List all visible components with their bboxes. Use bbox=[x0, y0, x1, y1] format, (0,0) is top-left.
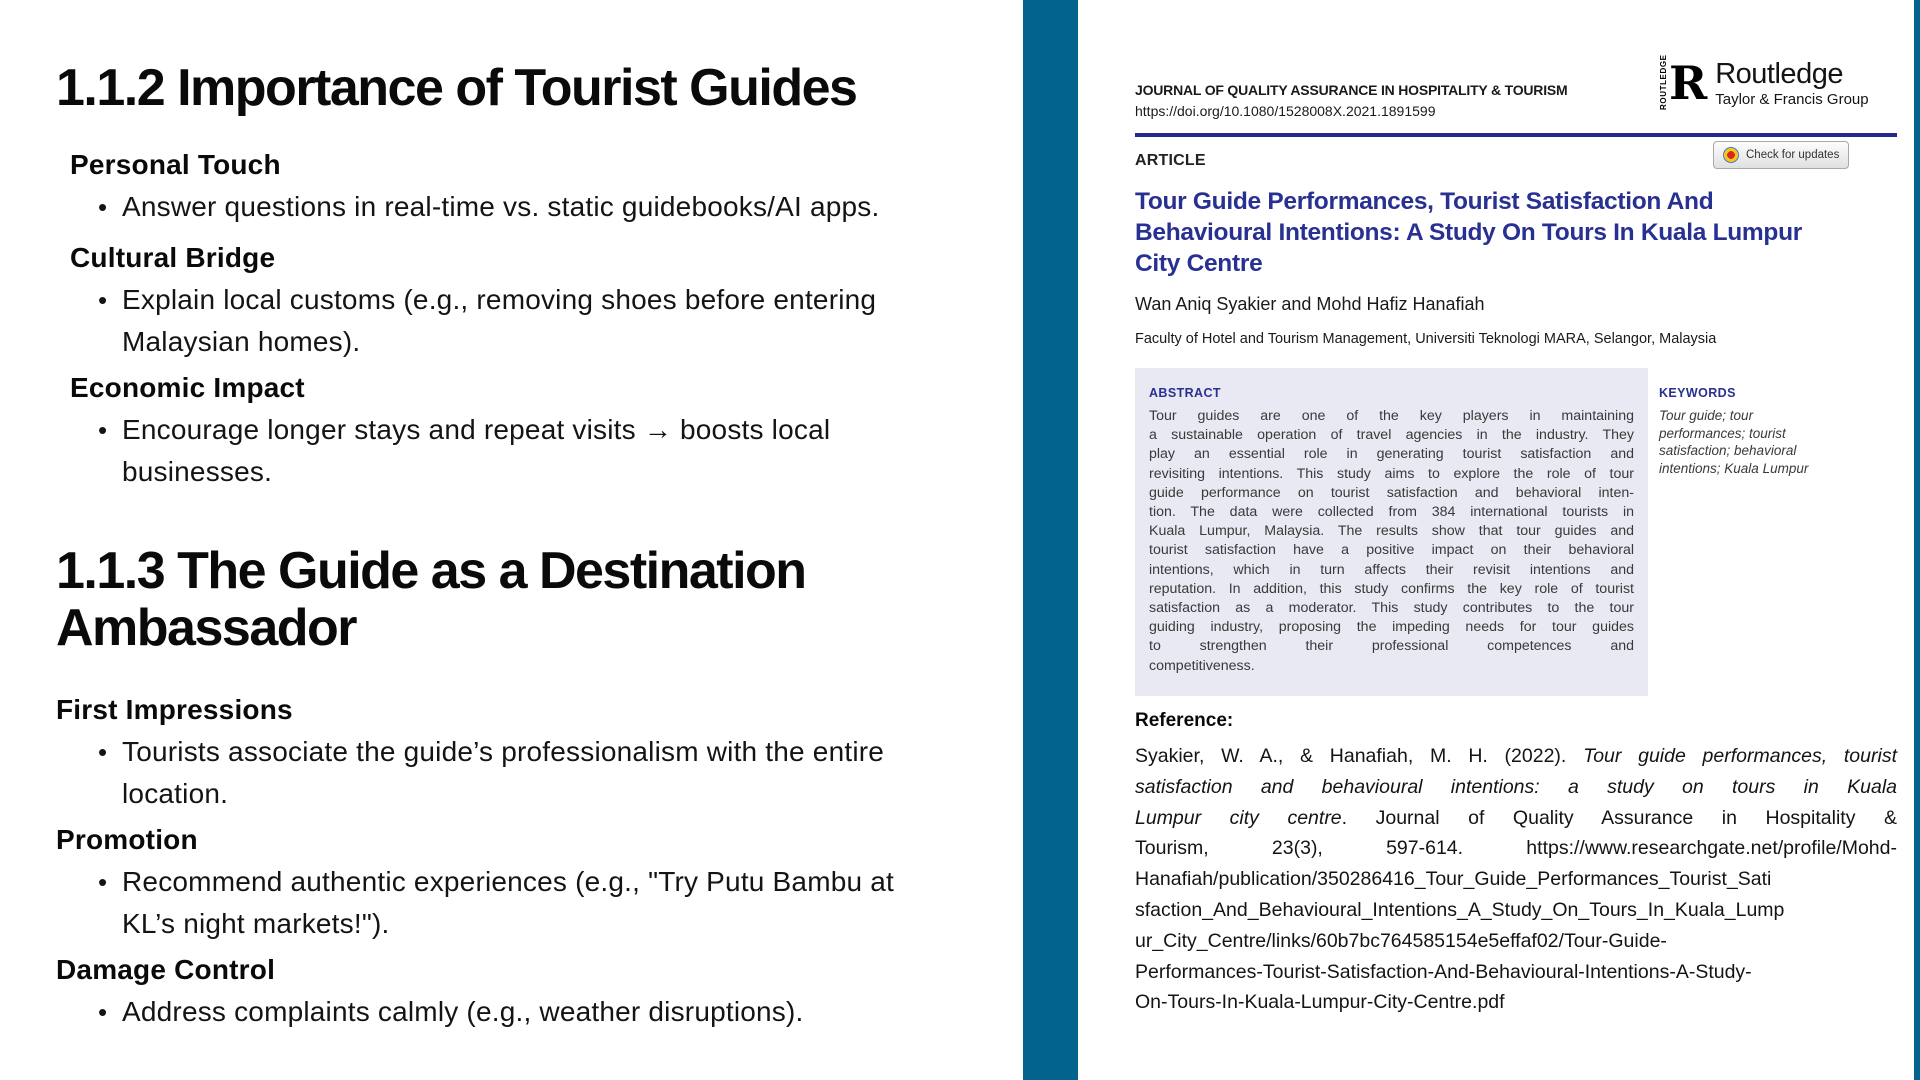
bullet-dot-icon bbox=[98, 186, 122, 233]
section-heading-1-1-3 bbox=[56, 543, 1012, 657]
bullet-dot-icon bbox=[98, 409, 122, 493]
bullet-dot-icon bbox=[98, 731, 122, 815]
reference-url-line: On-Tours-In-Kuala-Lumpur-City-Centre.pdf bbox=[1135, 991, 1505, 1014]
heading-line: 1.1.2 Importance of Tourist Guides bbox=[56, 59, 857, 117]
bullet-item bbox=[98, 409, 1012, 493]
right-edge-strip bbox=[1914, 0, 1920, 1080]
bullet-item bbox=[98, 861, 1012, 945]
topic-group bbox=[56, 367, 1012, 493]
bullet-text: Explain local customs (e.g., removing shoes before entering Malaysian homes). bbox=[122, 284, 877, 357]
title-line: City Centre bbox=[1135, 250, 1263, 277]
journal-doi: https://doi.org/10.1080/1528008X.2021.1891599 bbox=[1135, 103, 1436, 119]
article-affiliation: Faculty of Hotel and Tourism Management, Universiti Teknologi MARA, Selangor, Malaysia bbox=[1135, 331, 1717, 347]
article-authors: Wan Aniq Syakier and Mohd Hafiz Hanafiah bbox=[1135, 294, 1485, 314]
group-label-economic-impact: Economic Impact bbox=[70, 372, 305, 403]
reference-url-line: Performances-Tourist-Satisfaction-And-Behavioural-Intentions-A-Study- bbox=[1135, 960, 1752, 983]
routledge-logo-mark: R bbox=[1669, 56, 1708, 110]
bullet-dot-icon bbox=[98, 991, 122, 1038]
bullet-dot-icon bbox=[98, 279, 122, 363]
routledge-logo bbox=[1659, 56, 1869, 110]
bullet-item bbox=[98, 991, 1012, 1038]
reference-url-line: Tourism, 23(3), 597-614. https://www.researchgate.net/profile/Mohd- bbox=[1135, 837, 1897, 860]
check-for-updates-label: Check for updates bbox=[1746, 149, 1840, 161]
journal-article-panel bbox=[1135, 0, 1897, 1080]
group-label-first-impressions: First Impressions bbox=[56, 694, 293, 725]
bullet-item bbox=[98, 186, 1012, 233]
topic-group bbox=[56, 819, 1012, 945]
reference-citation: Syakier, W. A., & Hanafiah, M. H. (2022). Tour guide performances, tourist satisfaction and behavioural intentions: a study on tours in Kuala Lumpur city centre. Journal of Quality Assurance in Hospitality & Tourism, 23(3), 597-614. https://www.researchgate.net/profile/Mohd- Hanafiah/publication/350286416_Tour_Guide_Performances_Tourist_Sati sfaction_And_Behavioural_Intentions_A_Study_On_Tours_In_Kuala_Lump ur_City_Centre/links/60b7bc764585154e5effaf02/Tour-Guide- Performances-Tourist-Satisfaction-And-Behavioural-Intentions-A-Study- On-Tours-In-Kuala-Lumpur-City-Centre.pdf bbox=[1135, 741, 1897, 1018]
abstract-label: ABSTRACT bbox=[1149, 386, 1221, 400]
abstract-box bbox=[1135, 368, 1648, 696]
reference-url-line: ur_City_Centre/links/60b7bc764585154e5effaf02/Tour-Guide- bbox=[1135, 929, 1667, 952]
group-label-promotion: Promotion bbox=[56, 824, 198, 855]
check-for-updates-icon bbox=[1723, 147, 1739, 163]
journal-name: JOURNAL OF QUALITY ASSURANCE IN HOSPITALITY & TOURISM bbox=[1135, 82, 1568, 98]
routledge-logo-text: Routledge Taylor & Francis Group bbox=[1715, 57, 1869, 108]
section-heading-1-1-2 bbox=[56, 58, 1012, 118]
keywords-block bbox=[1659, 386, 1869, 477]
heading-line: 1.1.3 The Guide as a Destination bbox=[56, 542, 806, 600]
bullet-text: Answer questions in real-time vs. static guidebooks/AI apps. bbox=[122, 191, 880, 222]
bullet-text: Recommend authentic experiences (e.g., "Try Putu Bambu at KL’s night markets!"). bbox=[122, 866, 895, 939]
keywords-label: KEYWORDS bbox=[1659, 386, 1736, 400]
bullet-text: Address complaints calmly (e.g., weather disruptions). bbox=[122, 996, 804, 1027]
reference-url-line: Hanafiah/publication/350286416_Tour_Guide_Performances_Tourist_Sati bbox=[1135, 868, 1772, 891]
reference-label: Reference: bbox=[1135, 710, 1234, 731]
article-title bbox=[1135, 186, 1802, 279]
vertical-divider-bar bbox=[1023, 0, 1078, 1080]
check-for-updates-badge[interactable] bbox=[1713, 141, 1849, 169]
header-rule bbox=[1135, 133, 1897, 137]
heading-line: Ambassador bbox=[56, 599, 356, 657]
section-2-groups bbox=[56, 689, 1012, 1038]
slide-left-content bbox=[56, 58, 1012, 1038]
reference-block bbox=[1135, 710, 1897, 1018]
section-1-groups bbox=[56, 144, 1012, 493]
group-label-cultural-bridge: Cultural Bridge bbox=[70, 242, 276, 273]
bullet-item bbox=[98, 731, 1012, 815]
title-line: Behavioural Intentions: A Study On Tours In Kuala Lumpur bbox=[1135, 219, 1802, 246]
bullet-text: Encourage longer stays and repeat visits → boosts local businesses. bbox=[122, 414, 831, 487]
keywords-text: Tour guide; tour performances; tourist satisfaction; behavioral intentions; Kuala Lumpur bbox=[1659, 408, 1809, 476]
bullet-item bbox=[98, 279, 1012, 363]
topic-group bbox=[56, 689, 1012, 815]
routledge-vertical-text: ROUTLEDGE bbox=[1659, 54, 1668, 110]
group-label-personal-touch: Personal Touch bbox=[70, 149, 281, 180]
reference-url-line: sfaction_And_Behavioural_Intentions_A_Study_On_Tours_In_Kuala_Lump bbox=[1135, 898, 1785, 921]
topic-group bbox=[56, 237, 1012, 363]
topic-group bbox=[56, 144, 1012, 233]
bullet-dot-icon bbox=[98, 861, 122, 945]
abstract-text: Tour guides are one of the key players in maintaining a sustainable operation of travel agencies in the industry. They play an essential role in generating tourist satisfaction and revisiting intentions. This study aims to explore the role of tour guide performance on tourist satisfaction and behavioral inten- tion. The data were collected from 384 international tourists in Kuala Lumpur, Malaysia. The results show that tour guides and tourist satisfaction have a positive impact on their behavioral intentions, which in turn affects their revisit intentions and reputation. In addition, this study confirms the key role of tourist satisfaction as a moderator. This study contributes to the tour guiding industry, proposing the impeding needs for tour guides to strengthen their professional competences and competitiveness. bbox=[1149, 408, 1634, 674]
group-label-damage-control: Damage Control bbox=[56, 954, 276, 985]
topic-group bbox=[56, 949, 1012, 1038]
title-line: Tour Guide Performances, Tourist Satisfaction And bbox=[1135, 188, 1714, 215]
journal-header bbox=[1135, 82, 1568, 119]
article-type-label: ARTICLE bbox=[1135, 152, 1206, 169]
bullet-text: Tourists associate the guide’s professionalism with the entire location. bbox=[122, 736, 885, 809]
